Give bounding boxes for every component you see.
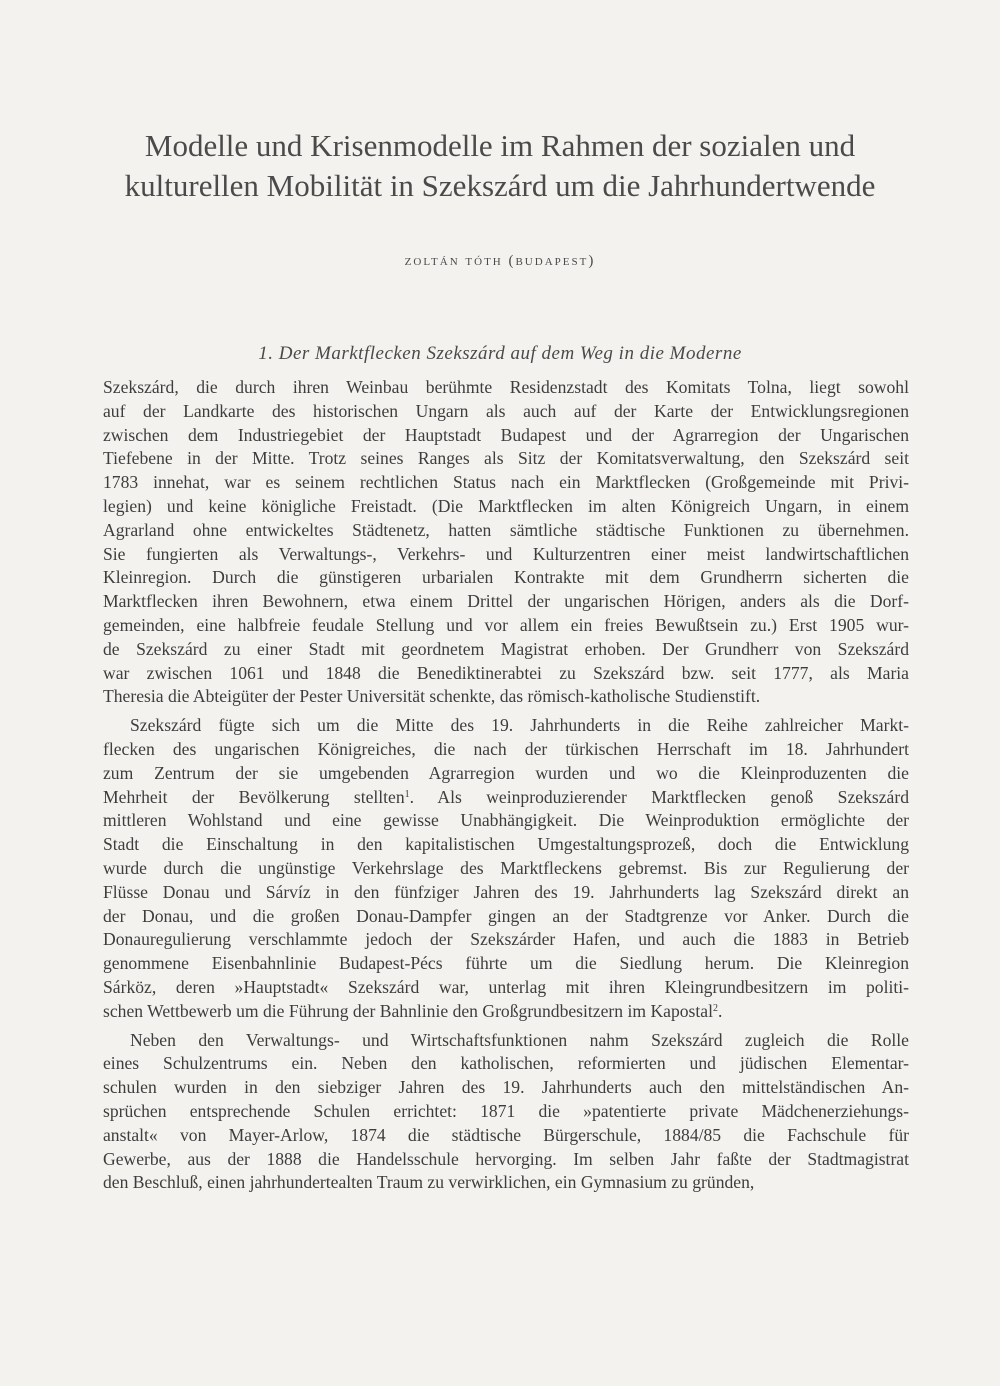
text-line: schen Wettbewerb um die Führung der Bahnlinie den Großgrundbesitzern im Kapostal$^2$. bbox=[103, 1000, 723, 1021]
text-line: Gewerbe, aus der 1888 die Handelsschule hervorging. Im selben Jahr faßte der Stadtmagistrat bbox=[103, 1148, 909, 1169]
text-line: Marktflecken ihren Bewohnern, etwa einem Drittel der ungarischen Hörigen, anders als die Dorf- bbox=[103, 591, 909, 612]
text-line: Kleinregion. Durch die günstigeren urbarialen Kontrakte mit dem Grundherrn sicherten die bbox=[103, 567, 909, 588]
text-line: mittleren Wohlstand und eine gewisse Unabhängigkeit. Die Weinproduktion ermöglichte der bbox=[103, 810, 909, 831]
text-line: 1783 innehat, war es seinem rechtlichen Status nach ein Marktflecken (Großgemeinde mit Privi- bbox=[103, 472, 909, 493]
text-line: zwischen dem Industriegebiet der Hauptstadt Budapest und der Agrarregion der Ungarischen bbox=[103, 424, 909, 445]
text-line: genommene Eisenbahnlinie Budapest-Pécs führte um die Siedlung herum. Die Kleinregion bbox=[103, 953, 909, 974]
text-line: de Szekszárd zu einer Stadt mit geordnetem Magistrat erhoben. Der Grundherr von Szekszárd bbox=[103, 638, 909, 659]
text-line: Szekszárd, die durch ihren Weinbau berühmte Residenzstadt des Komitats Tolna, liegt sowohl bbox=[103, 377, 909, 397]
footnote-marker: 2 bbox=[712, 1002, 718, 1014]
text-line: flecken des ungarischen Königreiches, die nach der türkischen Herrschaft im 18. Jahrhundert bbox=[103, 738, 909, 759]
paragraph-3 bbox=[103, 1029, 909, 1196]
text-line: zum Zentrum der sie umgebenden Agrarregion wurden und wo die Kleinproduzenten die bbox=[103, 762, 909, 783]
article-title bbox=[80, 126, 920, 206]
text-line: der Donau, und die großen Donau-Dampfer gingen an der Stadtgrenze vor Anker. Durch die bbox=[103, 905, 909, 926]
text-line: Szekszárd fügte sich um die Mitte des 19. Jahrhunderts in die Reihe zahlreicher Markt- bbox=[130, 715, 909, 736]
text-line: Mehrheit der Bevölkerung stellten$^1$. Als weinproduzierender Marktflecken genoß Szekszárd bbox=[103, 786, 909, 807]
text-line: eines Schulzentrums ein. Neben den katholischen, reformierten und jüdischen Elementar- bbox=[103, 1053, 909, 1074]
text-line: Flüsse Donau und Sárvíz in den fünfziger Jahren des 19. Jahrhunderts lag Szekszárd direkt an bbox=[103, 881, 909, 902]
text-line: wurde durch die ungünstige Verkehrslage des Marktfleckens gebremst. Bis zur Regulierung der bbox=[103, 857, 909, 878]
text-line: legien) und keine königliche Freistadt. (Die Marktflecken im alten Königreich Ungarn, in einem bbox=[103, 495, 909, 516]
text-line: Theresia die Abteigüter der Pester Universität schenkte, das römisch-katholische Studienstift. bbox=[103, 686, 761, 707]
text-line: Tiefebene in der Mitte. Trotz seines Ranges als Sitz der Komitatsverwaltung, den Szekszárd seit bbox=[103, 448, 909, 469]
text-line: Agrarland ohne entwickeltes Städtenetz, hatten sämtliche städtische Funktionen zu übernehmen. bbox=[103, 519, 909, 540]
section-heading-text: 1. Der Marktflecken Szekszárd auf dem Weg in die Moderne bbox=[258, 343, 742, 364]
body-text bbox=[103, 376, 909, 1195]
text-line: den Beschluß, einen jahrhundertealten Traum zu verwirklichen, ein Gymnasium zu gründen, bbox=[103, 1172, 755, 1193]
text-line: Sie fungierten als Verwaltungs-, Verkehrs- und Kulturzentren einer meist landwirtschaftlichen bbox=[103, 543, 909, 564]
text-line: Sárköz, deren »Hauptstadt« Szekszárd war, unterlag mit ihren Kleingrundbesitzern im politi- bbox=[103, 976, 909, 997]
text-line: Stadt die Einschaltung in den kapitalistischen Umgestaltungsprozeß, doch die Entwicklung bbox=[103, 834, 909, 855]
title-line-1: Modelle und Krisenmodelle im Rahmen der sozialen und bbox=[144, 128, 856, 163]
text-line: sprüchen entsprechende Schulen errichtet: 1871 die »patentierte private Mädchenerziehungs- bbox=[103, 1100, 909, 1121]
footnote-marker: 1 bbox=[404, 788, 410, 800]
section-heading bbox=[0, 343, 1000, 365]
paragraph-1 bbox=[103, 376, 909, 709]
text-line: Donauregulierung verschlammte jedoch der Szekszárder Hafen, und auch die 1883 in Betrieb bbox=[103, 929, 909, 950]
text-line: auf der Landkarte des historischen Ungarn als auch auf der Karte der Entwicklungsregionen bbox=[103, 400, 909, 421]
title-line-2: kulturellen Mobilität in Szekszárd um die Jahrhundertwende bbox=[124, 168, 876, 203]
author-line: zoltán tóth (budapest) bbox=[404, 253, 596, 269]
text-line: gemeinden, eine halbfreie feudale Stellung und vor allem ein freies Bewußtsein zu.) Erst 1905 wur- bbox=[103, 614, 909, 635]
paragraph-2 bbox=[103, 714, 909, 1023]
text-line: anstalt« von Mayer-Arlow, 1874 die städtische Bürgerschule, 1884/85 die Fachschule für bbox=[103, 1124, 909, 1145]
text-line: Neben den Verwaltungs- und Wirtschaftsfunktionen nahm Szekszárd zugleich die Rolle bbox=[130, 1029, 909, 1050]
text-line: war zwischen 1061 und 1848 die Benediktinerabtei zu Szekszárd bzw. seit 1777, als Maria bbox=[103, 662, 909, 683]
text-line: schulen wurden in den siebziger Jahren des 19. Jahrhunderts auch den mittelständischen An- bbox=[103, 1077, 909, 1098]
